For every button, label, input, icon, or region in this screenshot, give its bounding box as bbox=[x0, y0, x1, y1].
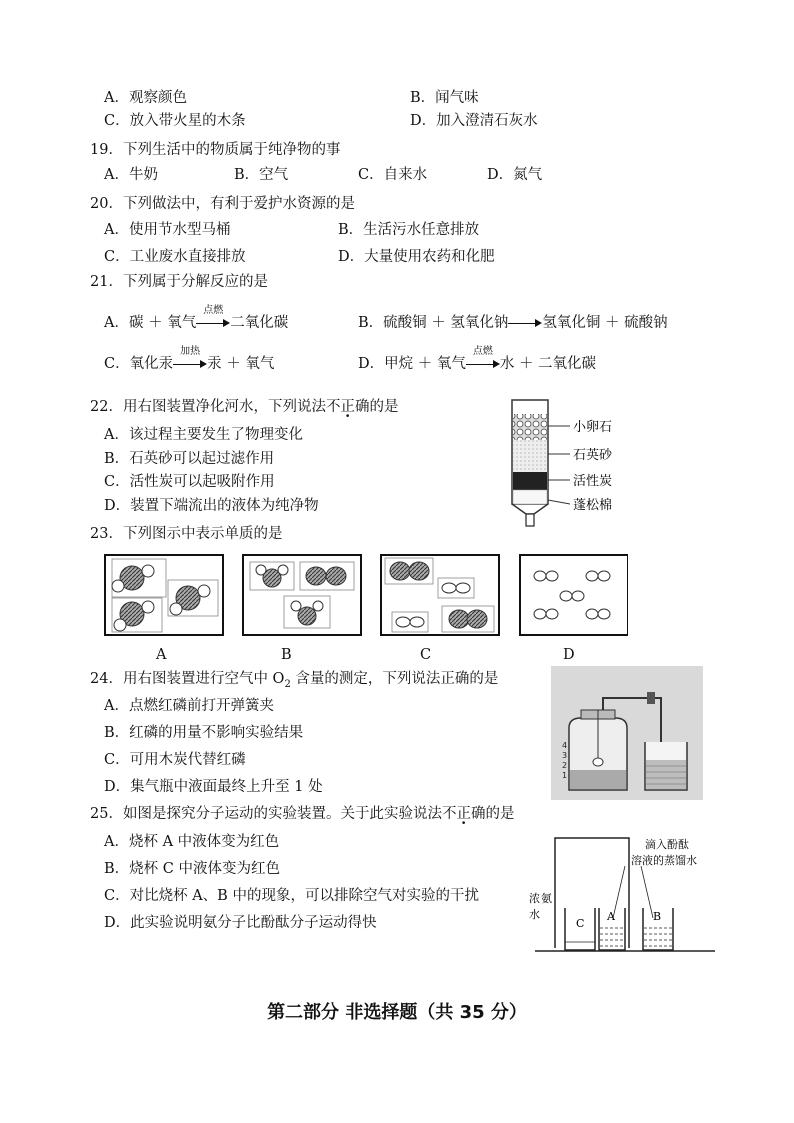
water-filter-figure bbox=[500, 396, 640, 531]
q20-option-a: A．使用节水型马桶 bbox=[104, 222, 231, 238]
q20-option-d: D．大量使用农药和化肥 bbox=[338, 249, 495, 265]
q18-option-a: A．观察颜色 bbox=[104, 90, 187, 106]
q20-stem: 20．下列做法中，有利于爱护水资源的是 bbox=[90, 196, 355, 212]
diagram-c bbox=[381, 555, 499, 635]
fig-ammonia-1: 浓 bbox=[529, 892, 540, 905]
scale-3: 3 bbox=[562, 751, 568, 760]
q20-option-c: C．工业废水直接排放 bbox=[104, 249, 246, 265]
q22-option-b: B．石英砂可以起过滤作用 bbox=[104, 451, 275, 467]
q21-d-reactants: D．甲烷 ＋ 氧气 bbox=[358, 356, 466, 372]
q19-option-d: D．氮气 bbox=[487, 167, 543, 183]
molecule-diagrams bbox=[104, 554, 628, 638]
q18-option-b: B．闻气味 bbox=[410, 90, 479, 106]
q23-label-d: D bbox=[563, 647, 575, 663]
q21-a-reactants: A．碳 ＋ 氧气 bbox=[104, 315, 197, 331]
q21-c-reactants: C．氧化汞 bbox=[104, 356, 174, 372]
fig-ammonia-2: 氨 bbox=[541, 892, 552, 905]
filter-label-sand: 石英砂 bbox=[573, 448, 613, 463]
q21-option-d bbox=[358, 346, 597, 374]
reaction-arrow-icon bbox=[196, 305, 230, 330]
filter-label-cotton: 蓬松棉 bbox=[573, 498, 613, 513]
beaker-b-label: B bbox=[653, 910, 662, 923]
scale-1: 1 bbox=[562, 771, 568, 780]
section-title: 第二部分 非选择题（共 35 分） bbox=[267, 1002, 527, 1023]
reaction-arrow-icon bbox=[173, 346, 207, 371]
q25-stem-text: 25．如图是探究分子运动的实验装置。关于此实验说法 bbox=[90, 806, 442, 822]
q21-a-products: 二氧化碳 bbox=[230, 315, 289, 331]
q25-stem bbox=[90, 804, 514, 824]
q25-stem-emphasis: 不正确 bbox=[441, 806, 486, 822]
q24-stem-subscript: 2 bbox=[284, 678, 291, 690]
diagram-b bbox=[243, 555, 361, 635]
q19-option-b: B．空气 bbox=[234, 167, 289, 183]
q25-stem-tail: 的是 bbox=[485, 806, 515, 822]
reaction-arrow-icon bbox=[508, 316, 542, 330]
q25-option-d: D．此实验说明氨分子比酚酞分子运动得快 bbox=[104, 915, 377, 931]
q24-option-b: B．红磷的用量不影响实验结果 bbox=[104, 725, 304, 741]
q24-option-a: A．点燃红磷前打开弹簧夹 bbox=[104, 698, 274, 714]
q22-stem bbox=[90, 397, 398, 417]
q21-b-products: 氢氧化铜 ＋ 硫酸钠 bbox=[542, 315, 668, 331]
reaction-condition: 点燃 bbox=[472, 346, 493, 357]
fig-note-2: 溶液的蒸馏水 bbox=[631, 854, 697, 867]
q24-option-d: D．集气瓶中液面最终上升至 1 处 bbox=[104, 779, 323, 795]
beaker-c-label: C bbox=[576, 917, 585, 930]
reaction-condition: 点燃 bbox=[203, 305, 224, 316]
q22-stem-tail: 的是 bbox=[369, 399, 399, 415]
filter-label-carbon: 活性炭 bbox=[573, 474, 613, 489]
q23-label-c: C bbox=[420, 647, 432, 663]
q23-stem: 23．下列图示中表示单质的是 bbox=[90, 526, 283, 542]
q22-option-d: D．装置下端流出的液体为纯净物 bbox=[104, 498, 319, 514]
q23-label-a: A bbox=[156, 647, 167, 663]
scale-2: 2 bbox=[562, 761, 568, 770]
q21-b-reactants: B．硫酸铜 ＋ 氢氧化钠 bbox=[358, 315, 509, 331]
q23-label-b: B bbox=[281, 647, 292, 663]
reaction-condition: 加热 bbox=[180, 346, 201, 357]
molecular-motion-figure bbox=[525, 830, 725, 956]
q24-stem bbox=[90, 669, 498, 695]
beaker-a-label: A bbox=[607, 910, 615, 923]
q22-option-c: C．活性炭可以起吸附作用 bbox=[104, 474, 275, 490]
q19-option-c: C．自来水 bbox=[358, 167, 428, 183]
q24-stem-tail: 含量的测定，下列说法正确的是 bbox=[290, 671, 499, 687]
q21-option-b bbox=[358, 313, 668, 333]
q22-stem-text: 22．用右图装置净化河水，下列说法 bbox=[90, 399, 326, 415]
reaction-arrow-icon bbox=[466, 346, 500, 371]
spring-clip-icon bbox=[647, 692, 655, 704]
q21-stem: 21．下列属于分解反应的是 bbox=[90, 274, 268, 290]
q25-option-b: B．烧杯 C 中液体变为红色 bbox=[104, 861, 280, 877]
scale-4: 4 bbox=[562, 741, 568, 750]
q25-option-a: A．烧杯 A 中液体变为红色 bbox=[104, 834, 280, 850]
q18-option-d: D．加入澄清石灰水 bbox=[410, 113, 538, 129]
q19-option-a: A．牛奶 bbox=[104, 167, 158, 183]
q20-option-b: B．生活污水任意排放 bbox=[338, 222, 480, 238]
diagram-a bbox=[105, 555, 223, 635]
oxygen-measurement-figure bbox=[551, 666, 703, 800]
q19-stem: 19．下列生活中的物质属于纯净物的事 bbox=[90, 142, 341, 158]
q24-option-c: C．可用木炭代替红磷 bbox=[104, 752, 246, 768]
q21-c-products: 汞 ＋ 氧气 bbox=[207, 356, 275, 372]
q21-option-c bbox=[104, 346, 275, 374]
q21-d-products: 水 ＋ 二氧化碳 bbox=[499, 356, 597, 372]
filter-label-pebble: 小卵石 bbox=[573, 420, 613, 435]
fig-note-1: 滴入酚酞 bbox=[645, 838, 689, 851]
q25-option-c: C．对比烧杯 A、B 中的现象，可以排除空气对实验的干扰 bbox=[104, 888, 479, 904]
q22-option-a: A．该过程主要发生了物理变化 bbox=[104, 427, 303, 443]
q22-stem-emphasis: 不正确 bbox=[325, 399, 370, 415]
diagram-d bbox=[520, 555, 628, 635]
q24-stem-text: 24．用右图装置进行空气中 O bbox=[90, 671, 285, 687]
q21-option-a bbox=[104, 305, 289, 333]
q18-option-c: C．放入带火星的木条 bbox=[104, 113, 246, 129]
fig-ammonia-3: 水 bbox=[529, 908, 540, 921]
